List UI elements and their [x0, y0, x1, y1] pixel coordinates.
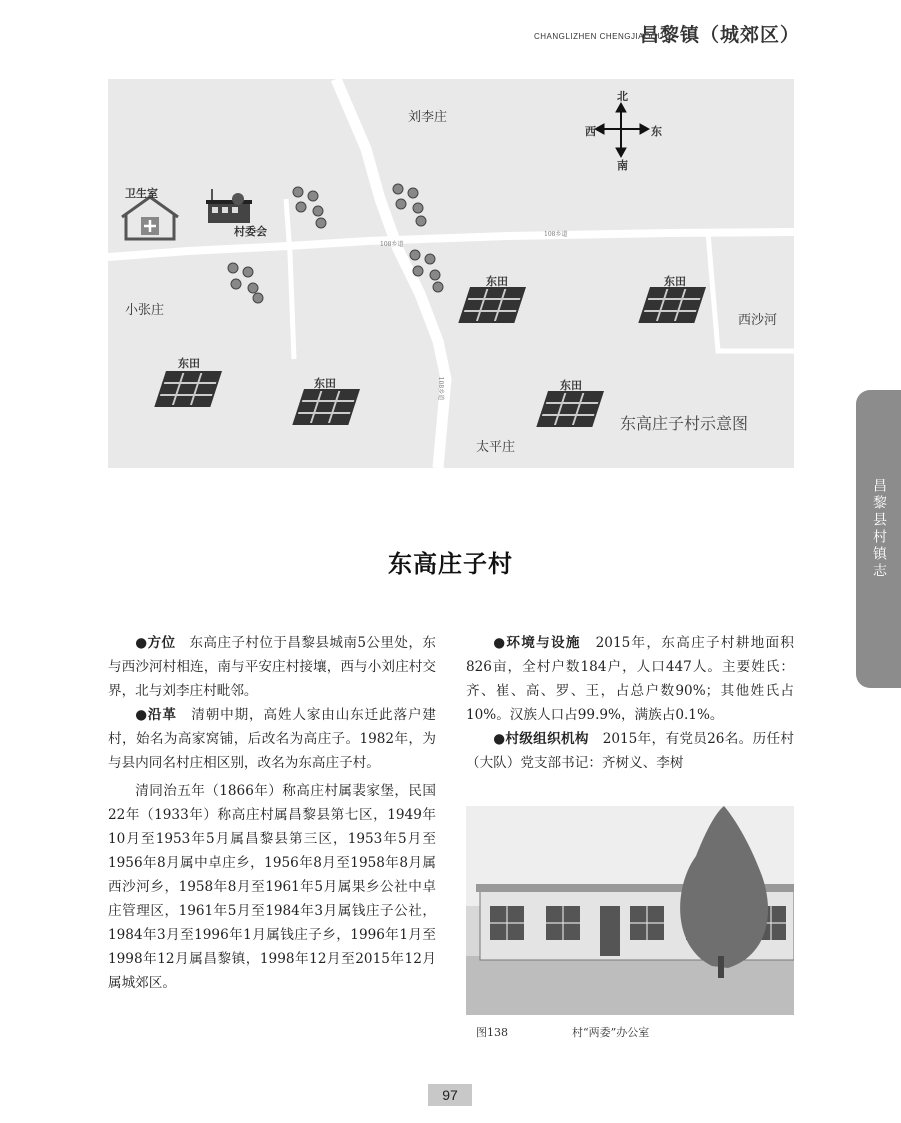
map-label-xishahe: 西沙河: [738, 313, 778, 328]
map-label-road-1: 108乡道: [380, 241, 404, 248]
heading-organization: ●村级组织机构: [493, 731, 589, 747]
map-label-road-3: 108乡道: [437, 376, 445, 401]
paragraph-administration: [108, 779, 436, 995]
paragraph-organization: [466, 727, 794, 775]
village-map: [108, 79, 794, 468]
map-label-road-2: 108乡道: [544, 231, 568, 238]
running-header-latin: CHANGLIZHEN CHENGJIAOQU: [534, 32, 664, 41]
compass-north: 北: [617, 90, 628, 103]
map-label-taipingzhuang: 太平庄: [476, 440, 516, 455]
text-administration: 清同治五年（1866年）称高庄村属裴家堡，民国22年（1933年）称高庄村属昌黎县第七区，1949年10月至1953年5月属昌黎县第三区，1953年5月至1956年8月属中卓庄乡，1956年8月至1958年8月属西沙河乡，1958年8月至1961年5月属果乡公社中卓庄管理区，1961年5月至1984年3月属钱庄子公社，1984年3月至1996年1月属钱庄子乡，1996年1月至1998年12月属昌黎镇，1998年12月至2015年12月属城郊区。: [108, 783, 436, 991]
road-east: [708, 233, 794, 351]
office-photo: [466, 806, 794, 1015]
text-history: 清朝中期，高姓人家由山东迁此落户建村，始名为高家窝铺，后改名为高庄子。1982年，为与县内同名村庄相区别，改名为东高庄子村。: [108, 707, 436, 771]
road-east-west: [108, 232, 794, 257]
field-label: 东田: [560, 379, 582, 392]
compass-west: 西: [585, 125, 596, 138]
text-location: 东高庄子村位于昌黎县城南5公里处，东与西沙河村相连，南与平安庄村接壤，西与小刘庄村交界，北与刘李庄村毗邻。: [108, 635, 436, 699]
compass: [595, 103, 649, 157]
map-label-health-station: 卫生室: [125, 187, 158, 200]
map-label-liulizhuang: 刘李庄: [408, 110, 448, 125]
map-label-xiaozhangzhuang: 小张庄: [125, 303, 165, 318]
map-label-village-committee: 村委会: [234, 225, 267, 238]
photo-caption-number: 图138: [476, 1026, 508, 1039]
paragraph-location: [108, 631, 436, 703]
map-title: 东高庄子村示意图: [620, 414, 749, 433]
village-committee-icon: [206, 189, 252, 223]
text-organization: 2015年，有党员26名。历任村（大队）党支部书记：齐树义、李树: [466, 731, 794, 771]
photo-caption-text: 村“两委”办公室: [572, 1026, 650, 1039]
left-column: [108, 631, 436, 995]
field-label: 东田: [314, 377, 336, 390]
road-lane: [286, 199, 294, 359]
right-column: [466, 631, 794, 775]
office-photo-drawing: [466, 806, 794, 1015]
heading-environment: ●环境与设施: [493, 635, 581, 651]
field-label: 东田: [664, 275, 686, 288]
compass-south: 南: [617, 159, 628, 172]
page-number: 97: [428, 1084, 472, 1106]
health-station-icon: [122, 197, 178, 239]
paragraph-environment: [466, 631, 794, 727]
heading-history: ●沿革: [135, 707, 177, 723]
text-environment: 2015年，东高庄子村耕地面积826亩，全村户数184户，人口447人。主要姓氏：齐、崔、高、罗、王，占总户数90%；其他姓氏占10%。汉族人口占99.9%，满族占0.1%。: [466, 635, 794, 723]
running-header-title: 昌黎镇（城郊区）: [640, 24, 801, 46]
field-label: 东田: [178, 357, 200, 370]
compass-east: 东: [651, 125, 662, 138]
paragraph-history: [108, 703, 436, 775]
side-tab-text: 昌黎县村镇志: [871, 478, 887, 580]
field-label: 东田: [486, 275, 508, 288]
map-roads: [108, 79, 794, 468]
side-tab: [856, 390, 901, 688]
article-title: 东高庄子村: [388, 549, 513, 578]
heading-location: ●方位: [135, 635, 176, 651]
